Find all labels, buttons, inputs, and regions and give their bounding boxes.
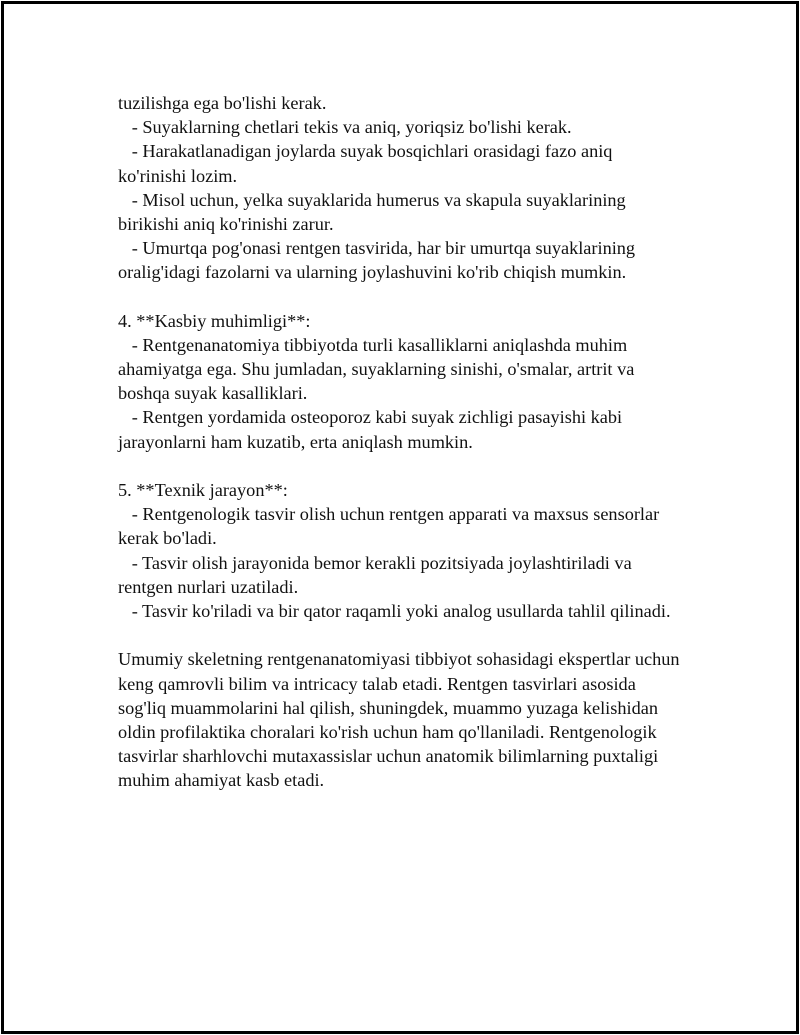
text-line: birikishi aniq ko'rinishi zarur.	[118, 213, 334, 234]
document-body	[118, 91, 778, 792]
bullet-line: - Misol uchun, yelka suyaklarida humerus va skapula suyaklarining	[118, 189, 626, 210]
bullet-line: - Rentgenanatomiya tibbiyotda turli kasalliklarni aniqlashda muhim	[118, 334, 628, 355]
text-line: oldin profilaktika choralari ko'rish uchun ham qo'llaniladi. Rentgenologik	[118, 721, 657, 742]
text-line: muhim ahamiyat kasb etadi.	[118, 770, 325, 791]
text-line: tasvirlar sharhlovchi mutaxassislar uchun anatomik bilimlarning puxtaligi	[118, 746, 659, 767]
summary-paragraph	[118, 647, 778, 792]
text-line: Umumiy skeletning rentgenanatomiyasi tibbiyot sohasidagi ekspertlar uchun	[118, 649, 680, 670]
text-line: tuzilishga ega bo'lishi kerak.	[118, 93, 327, 113]
text-line: boshqa suyak kasalliklari.	[118, 383, 308, 404]
section-heading: 4. **Kasbiy muhimligi**:	[118, 310, 311, 331]
bullet-line: - Harakatlanadigan joylarda suyak bosqichlari orasidagi fazo aniq	[118, 141, 613, 162]
text-line: oralig'idagi fazolarni va ularning joylashuvini ko'rib chiqish mumkin.	[118, 262, 627, 283]
text-line: kerak bo'ladi.	[118, 528, 217, 549]
bullet-line: - Rentgen yordamida osteoporoz kabi suyak zichligi pasayishi kabi	[118, 407, 623, 428]
bullet-line: - Rentgenologik tasvir olish uchun rentgen apparati va maxsus sensorlar	[118, 504, 660, 525]
bullet-line: - Suyaklarning chetlari tekis va aniq, yoriqsiz bo'lishi kerak.	[118, 117, 572, 138]
paragraph-continuation	[118, 91, 778, 285]
text-line: jarayonlarni ham kuzatib, erta aniqlash mumkin.	[118, 431, 473, 452]
bullet-line: - Umurtqa pog'onasi rentgen tasvirida, har bir umurtqa suyaklarining	[118, 238, 636, 259]
text-line: sog'liq muammolarini hal qilish, shuningdek, muammo yuzaga kelishidan	[118, 697, 658, 718]
text-line: ahamiyatga ega. Shu jumladan, suyaklarning sinishi, o'smalar, artrit va	[118, 359, 635, 380]
section-5-texnik-jarayon	[118, 478, 778, 623]
text-line: keng qamrovli bilim va intricacy talab etadi. Rentgen tasvirlari asosida	[118, 673, 636, 694]
text-line: ko'rinishi lozim.	[118, 165, 238, 186]
section-heading: 5. **Texnik jarayon**:	[118, 480, 288, 500]
text-line: rentgen nurlari uzatiladi.	[118, 576, 299, 597]
bullet-line: - Tasvir olish jarayonida bemor kerakli pozitsiyada joylashtiriladi va	[118, 552, 632, 573]
section-4-kasbiy-muhimligi	[118, 309, 778, 454]
bullet-line: - Tasvir ko'riladi va bir qator raqamli yoki analog usullarda tahlil qilinadi.	[118, 600, 671, 621]
